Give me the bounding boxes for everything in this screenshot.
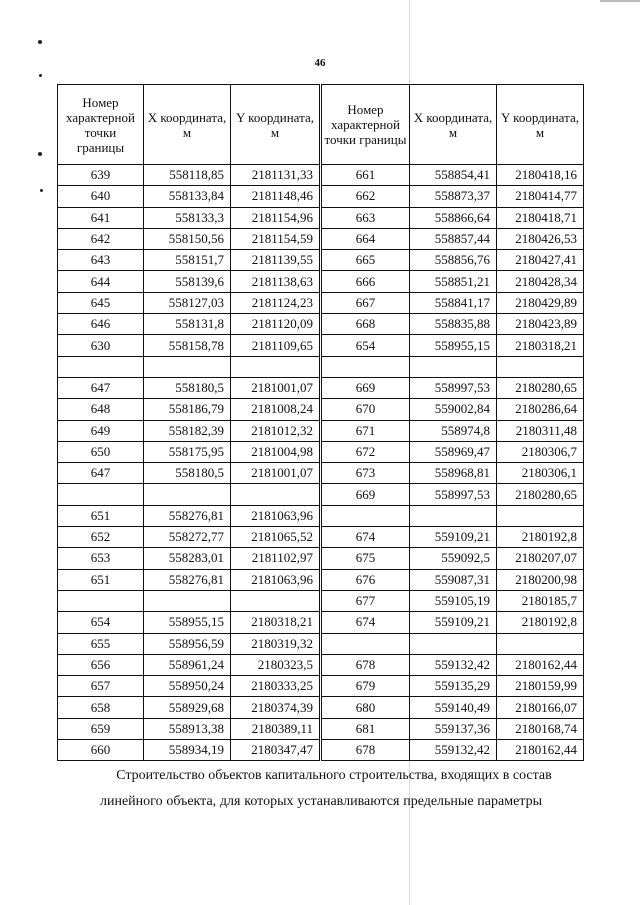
cell-x-coordinate: 558929,68: [144, 697, 231, 718]
cell-y-coordinate: 2180418,16: [497, 165, 584, 186]
cell-point-number: 674: [322, 612, 410, 633]
cell-x-coordinate: 558133,84: [144, 186, 231, 207]
cell-x-coordinate: 558955,15: [410, 335, 497, 356]
table-row: [58, 548, 320, 569]
cell-x-coordinate: 558968,81: [410, 463, 497, 484]
cell-y-coordinate: 2181154,59: [231, 228, 320, 249]
table-row: [58, 399, 320, 420]
cell-x-coordinate: 558158,78: [144, 335, 231, 356]
cell-point-number: 663: [322, 207, 410, 228]
cell-y-coordinate: 2181102,97: [231, 548, 320, 569]
cell-point-number: 643: [58, 250, 144, 271]
paragraph-line-2: линейного объекта, для которых устанавливаются предельные параметры: [100, 794, 542, 809]
cell-x-coordinate: [410, 505, 497, 526]
cell-point-number: 661: [322, 165, 410, 186]
table-row: [322, 250, 584, 271]
cell-point-number: 659: [58, 718, 144, 739]
table-row: [58, 612, 320, 633]
cell-y-coordinate: 2180427,41: [497, 250, 584, 271]
cell-y-coordinate: 2180311,48: [497, 420, 584, 441]
table-row: [58, 463, 320, 484]
header-y: Y координата, м: [497, 85, 584, 165]
table-row: [322, 505, 584, 526]
cell-x-coordinate: 558913,38: [144, 718, 231, 739]
cell-y-coordinate: 2180347,47: [231, 740, 320, 761]
cell-point-number: 671: [322, 420, 410, 441]
cell-point-number: 654: [58, 612, 144, 633]
cell-point-number: 651: [58, 569, 144, 590]
cell-x-coordinate: 559105,19: [410, 590, 497, 611]
cell-y-coordinate: 2181004,98: [231, 441, 320, 462]
cell-point-number: 640: [58, 186, 144, 207]
table-row: [58, 484, 320, 505]
cell-x-coordinate: 559109,21: [410, 527, 497, 548]
cell-y-coordinate: 2180162,44: [497, 654, 584, 675]
cell-x-coordinate: 558180,5: [144, 377, 231, 398]
table-row: [58, 377, 320, 398]
cell-y-coordinate: 2181008,24: [231, 399, 320, 420]
cell-point-number: 664: [322, 228, 410, 249]
cell-x-coordinate: [144, 590, 231, 611]
table-row: [58, 250, 320, 271]
table-row: [322, 569, 584, 590]
cell-y-coordinate: 2180333,25: [231, 676, 320, 697]
cell-point-number: 669: [322, 484, 410, 505]
table-row: [322, 463, 584, 484]
cell-point-number: 669: [322, 377, 410, 398]
cell-point-number: 678: [322, 740, 410, 761]
table-row: [322, 590, 584, 611]
cell-y-coordinate: 2180306,1: [497, 463, 584, 484]
cell-y-coordinate: 2180192,8: [497, 612, 584, 633]
table-row: [322, 228, 584, 249]
cell-x-coordinate: 559137,36: [410, 718, 497, 739]
cell-point-number: 654: [322, 335, 410, 356]
cell-x-coordinate: 558139,6: [144, 271, 231, 292]
cell-x-coordinate: [410, 356, 497, 377]
cell-point-number: 650: [58, 441, 144, 462]
table-row: [58, 505, 320, 526]
cell-y-coordinate: 2180414,77: [497, 186, 584, 207]
cell-point-number: 647: [58, 377, 144, 398]
cell-point-number: 645: [58, 292, 144, 313]
cell-point-number: 653: [58, 548, 144, 569]
cell-y-coordinate: 2180280,65: [497, 377, 584, 398]
cell-point-number: 656: [58, 654, 144, 675]
cell-x-coordinate: 559132,42: [410, 740, 497, 761]
cell-y-coordinate: 2180168,74: [497, 718, 584, 739]
cell-point-number: 681: [322, 718, 410, 739]
cell-y-coordinate: 2180389,11: [231, 718, 320, 739]
cell-x-coordinate: 558127,03: [144, 292, 231, 313]
cell-point-number: 657: [58, 676, 144, 697]
table-row: [58, 228, 320, 249]
cell-y-coordinate: 2180318,21: [231, 612, 320, 633]
cell-x-coordinate: 559002,84: [410, 399, 497, 420]
cell-point-number: [322, 633, 410, 654]
cell-x-coordinate: 558841,17: [410, 292, 497, 313]
cell-x-coordinate: 559140,49: [410, 697, 497, 718]
table-row: [58, 207, 320, 228]
header-point: Номер характерной точки границы: [58, 85, 144, 165]
cell-y-coordinate: [231, 590, 320, 611]
table-row: [58, 271, 320, 292]
cell-point-number: 674: [322, 527, 410, 548]
paragraph-line-1: Строительство объектов капитального строительства, входящих в состав: [116, 768, 552, 783]
cell-y-coordinate: 2180280,65: [497, 484, 584, 505]
coordinates-table-right: [321, 84, 584, 761]
cell-point-number: 651: [58, 505, 144, 526]
cell-y-coordinate: 2180286,64: [497, 399, 584, 420]
cell-x-coordinate: 558934,19: [144, 740, 231, 761]
table-row: [58, 356, 320, 377]
cell-y-coordinate: [497, 505, 584, 526]
table-row: [58, 569, 320, 590]
cell-y-coordinate: 2181124,23: [231, 292, 320, 313]
table-row: [58, 590, 320, 611]
header-point: Номер характерной точки границы: [322, 85, 410, 165]
table-row: [58, 420, 320, 441]
cell-y-coordinate: 2180423,89: [497, 314, 584, 335]
cell-x-coordinate: 558131,8: [144, 314, 231, 335]
table-header-row: [322, 85, 584, 165]
cell-x-coordinate: 558974,8: [410, 420, 497, 441]
cell-y-coordinate: 2180319,32: [231, 633, 320, 654]
cell-y-coordinate: 2180318,21: [497, 335, 584, 356]
cell-point-number: 680: [322, 697, 410, 718]
scan-speck: [38, 152, 42, 156]
cell-y-coordinate: [497, 633, 584, 654]
cell-x-coordinate: 558854,41: [410, 165, 497, 186]
table-row: [322, 420, 584, 441]
table-row: [322, 441, 584, 462]
cell-point-number: 647: [58, 463, 144, 484]
cell-x-coordinate: [410, 633, 497, 654]
cell-y-coordinate: 2180429,89: [497, 292, 584, 313]
cell-x-coordinate: 559087,31: [410, 569, 497, 590]
header-x: X координата, м: [410, 85, 497, 165]
table-row: [322, 718, 584, 739]
table-row: [322, 292, 584, 313]
cell-point-number: 639: [58, 165, 144, 186]
cell-x-coordinate: 558182,39: [144, 420, 231, 441]
scan-speck: [38, 40, 42, 44]
cell-x-coordinate: 558150,56: [144, 228, 231, 249]
cell-x-coordinate: 558276,81: [144, 505, 231, 526]
cell-x-coordinate: 558997,53: [410, 377, 497, 398]
cell-point-number: 642: [58, 228, 144, 249]
cell-y-coordinate: 2181154,96: [231, 207, 320, 228]
cell-y-coordinate: 2181065,52: [231, 527, 320, 548]
table-row: [322, 697, 584, 718]
table-row: [322, 612, 584, 633]
table-row: [322, 740, 584, 761]
cell-y-coordinate: 2181148,46: [231, 186, 320, 207]
cell-y-coordinate: 2180207,07: [497, 548, 584, 569]
cell-x-coordinate: 558950,24: [144, 676, 231, 697]
cell-x-coordinate: [144, 356, 231, 377]
cell-point-number: 649: [58, 420, 144, 441]
cell-y-coordinate: 2181120,09: [231, 314, 320, 335]
cell-point-number: 679: [322, 676, 410, 697]
cell-point-number: [58, 484, 144, 505]
table-header-row: [58, 85, 320, 165]
table-row: [58, 676, 320, 697]
cell-y-coordinate: [231, 356, 320, 377]
cell-y-coordinate: 2180374,39: [231, 697, 320, 718]
scan-speck: [40, 189, 43, 192]
cell-x-coordinate: 558118,85: [144, 165, 231, 186]
cell-y-coordinate: [231, 484, 320, 505]
table-row: [58, 654, 320, 675]
table-row: [322, 271, 584, 292]
cell-point-number: 672: [322, 441, 410, 462]
scan-edge-mark: [600, 0, 640, 2]
cell-point-number: 648: [58, 399, 144, 420]
table-row: [322, 548, 584, 569]
cell-x-coordinate: 558857,44: [410, 228, 497, 249]
cell-x-coordinate: 559109,21: [410, 612, 497, 633]
cell-point-number: 644: [58, 271, 144, 292]
table-row: [58, 292, 320, 313]
cell-x-coordinate: 558856,76: [410, 250, 497, 271]
cell-y-coordinate: 2181109,65: [231, 335, 320, 356]
table-row: [322, 314, 584, 335]
table-row: [58, 697, 320, 718]
cell-point-number: [322, 356, 410, 377]
cell-y-coordinate: 2180428,34: [497, 271, 584, 292]
table-row: [58, 186, 320, 207]
cell-x-coordinate: 558151,7: [144, 250, 231, 271]
table-row: [322, 484, 584, 505]
cell-x-coordinate: 558175,95: [144, 441, 231, 462]
cell-point-number: 670: [322, 399, 410, 420]
page-number: 46: [314, 57, 326, 69]
coordinates-table-left: [57, 84, 320, 761]
cell-x-coordinate: 559132,42: [410, 654, 497, 675]
cell-point-number: 675: [322, 548, 410, 569]
cell-y-coordinate: 2180162,44: [497, 740, 584, 761]
cell-point-number: 667: [322, 292, 410, 313]
table-row: [322, 186, 584, 207]
cell-x-coordinate: 558186,79: [144, 399, 231, 420]
cell-y-coordinate: 2180306,7: [497, 441, 584, 462]
cell-y-coordinate: 2180200,98: [497, 569, 584, 590]
cell-y-coordinate: 2180418,71: [497, 207, 584, 228]
table-row: [58, 165, 320, 186]
cell-point-number: 665: [322, 250, 410, 271]
cell-point-number: 655: [58, 633, 144, 654]
cell-point-number: 678: [322, 654, 410, 675]
table-row: [322, 165, 584, 186]
cell-y-coordinate: 2181012,32: [231, 420, 320, 441]
cell-point-number: 660: [58, 740, 144, 761]
cell-x-coordinate: 558851,21: [410, 271, 497, 292]
table-row: [322, 335, 584, 356]
cell-x-coordinate: 559135,29: [410, 676, 497, 697]
cell-x-coordinate: 558956,59: [144, 633, 231, 654]
cell-y-coordinate: 2181001,07: [231, 377, 320, 398]
cell-point-number: 641: [58, 207, 144, 228]
table-row: [322, 399, 584, 420]
cell-x-coordinate: 558835,88: [410, 314, 497, 335]
cell-point-number: [58, 356, 144, 377]
scan-speck: [39, 74, 42, 77]
cell-x-coordinate: 558283,01: [144, 548, 231, 569]
cell-x-coordinate: 558866,64: [410, 207, 497, 228]
table-row: [322, 654, 584, 675]
cell-y-coordinate: 2181063,96: [231, 569, 320, 590]
table-row: [322, 527, 584, 548]
table-row: [58, 740, 320, 761]
table-row: [58, 718, 320, 739]
table-row: [322, 633, 584, 654]
table-row: [322, 377, 584, 398]
cell-x-coordinate: 558997,53: [410, 484, 497, 505]
cell-x-coordinate: [144, 484, 231, 505]
cell-point-number: [58, 590, 144, 611]
cell-point-number: 677: [322, 590, 410, 611]
cell-point-number: 676: [322, 569, 410, 590]
cell-x-coordinate: 558969,47: [410, 441, 497, 462]
cell-x-coordinate: 558272,77: [144, 527, 231, 548]
table-row: [322, 676, 584, 697]
header-y: Y координата, м: [231, 85, 320, 165]
cell-y-coordinate: 2180323,5: [231, 654, 320, 675]
table-row: [58, 335, 320, 356]
cell-x-coordinate: 558873,37: [410, 186, 497, 207]
cell-x-coordinate: 558133,3: [144, 207, 231, 228]
table-row: [322, 207, 584, 228]
cell-x-coordinate: 558961,24: [144, 654, 231, 675]
cell-point-number: 673: [322, 463, 410, 484]
cell-x-coordinate: 559092,5: [410, 548, 497, 569]
cell-x-coordinate: 558276,81: [144, 569, 231, 590]
cell-point-number: 630: [58, 335, 144, 356]
cell-y-coordinate: 2180166,07: [497, 697, 584, 718]
cell-point-number: [322, 505, 410, 526]
cell-y-coordinate: 2180192,8: [497, 527, 584, 548]
cell-point-number: 666: [322, 271, 410, 292]
cell-y-coordinate: 2181138,63: [231, 271, 320, 292]
cell-point-number: 652: [58, 527, 144, 548]
cell-x-coordinate: 558955,15: [144, 612, 231, 633]
cell-point-number: 662: [322, 186, 410, 207]
header-x: X координата, м: [144, 85, 231, 165]
cell-y-coordinate: 2180426,53: [497, 228, 584, 249]
cell-y-coordinate: 2181001,07: [231, 463, 320, 484]
table-row: [58, 314, 320, 335]
cell-y-coordinate: 2181063,96: [231, 505, 320, 526]
cell-y-coordinate: 2181131,33: [231, 165, 320, 186]
cell-y-coordinate: 2181139,55: [231, 250, 320, 271]
table-row: [322, 356, 584, 377]
cell-y-coordinate: 2180185,7: [497, 590, 584, 611]
cell-point-number: 646: [58, 314, 144, 335]
table-row: [58, 633, 320, 654]
table-row: [58, 527, 320, 548]
cell-point-number: 668: [322, 314, 410, 335]
cell-x-coordinate: 558180,5: [144, 463, 231, 484]
cell-y-coordinate: [497, 356, 584, 377]
cell-y-coordinate: 2180159,99: [497, 676, 584, 697]
cell-point-number: 658: [58, 697, 144, 718]
table-row: [58, 441, 320, 462]
